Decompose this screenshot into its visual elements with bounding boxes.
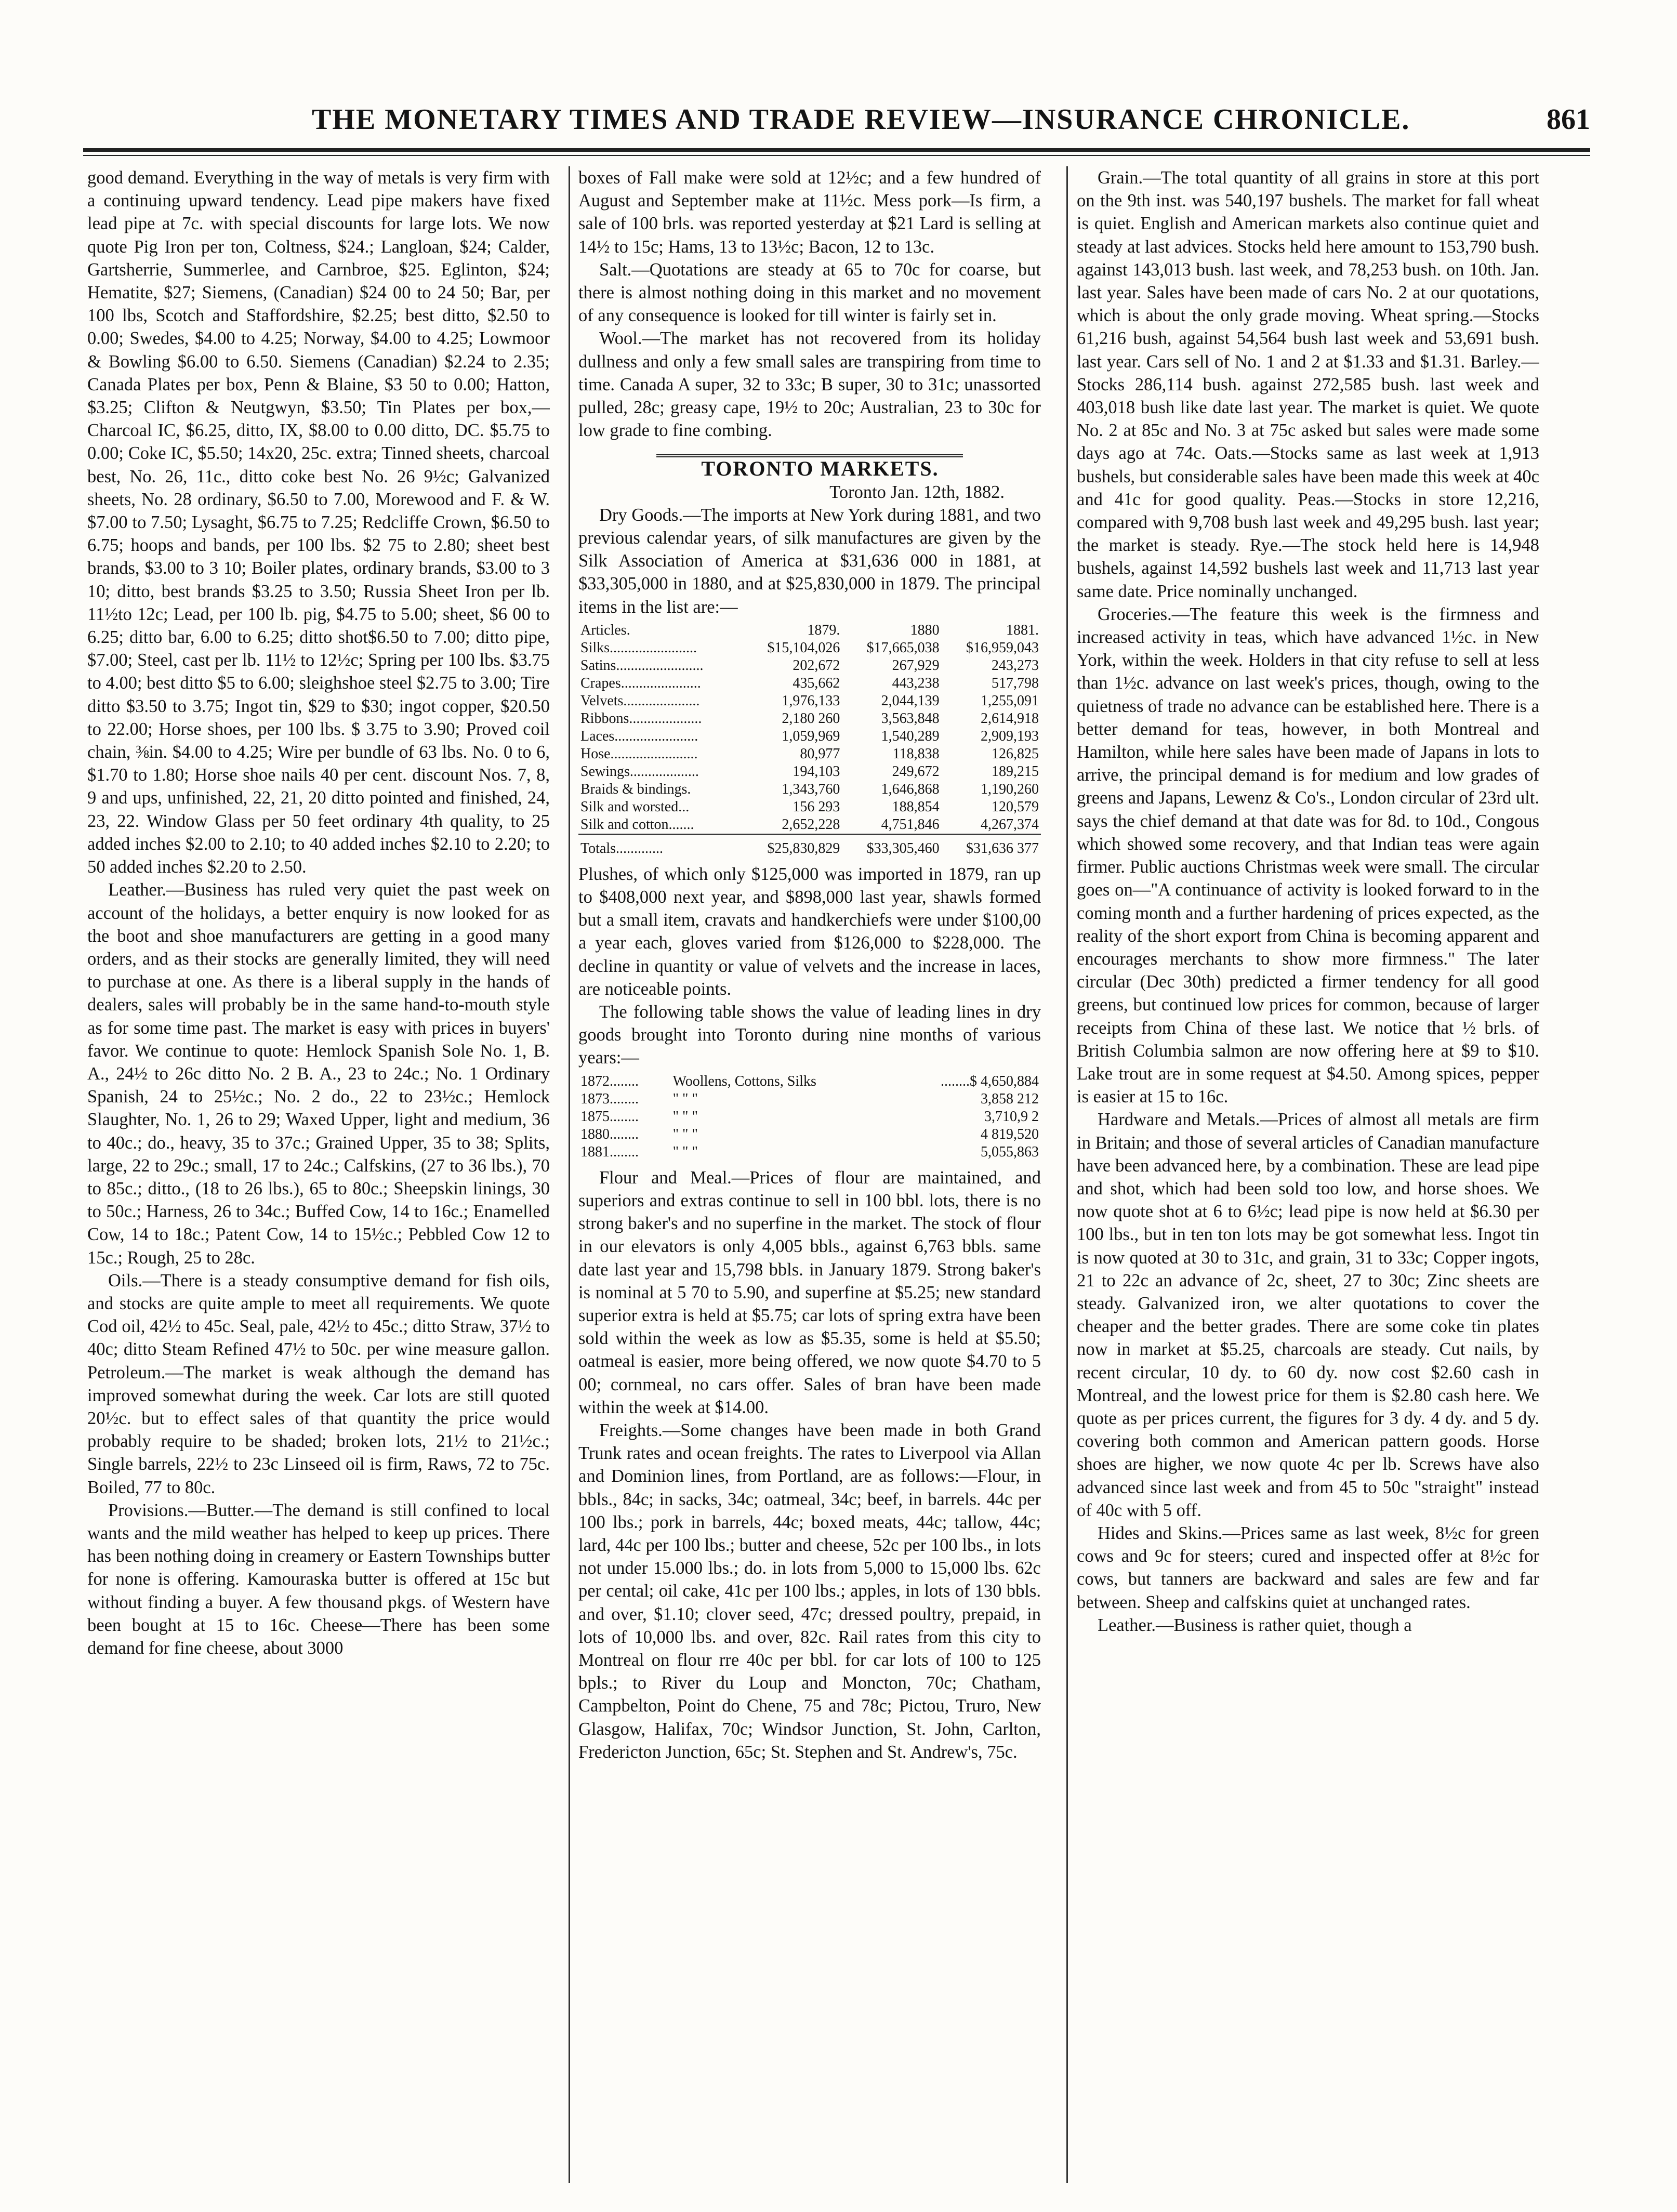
table-cell: 243,273	[992, 657, 1039, 674]
table-cell: $25,830,829	[743, 834, 842, 858]
table-cell: 2,614,918	[981, 710, 1039, 727]
flour-paragraph: Flour and Meal.—Prices of flour are maintained, and superiors and extras continue to sell in 100 bbl. lots, there is no strong baker's and no superfine in the market. The stock of flour in our elevators is only 4,005 bbls., against 6,763 bbls. same date last year and 15,798 bbls. in January 1879. Strong baker's is nominal at 5 70 to 5.90, and superfine at $5.25; new standard superior extra is held at $5.75; car lots of spring extra have been sold within the week as low as $5.35, some is held at $5.50; oatmeal is easier, more being offered, we now quote $4.70 to 5 00; cornmeal, no cars offer. Sales of bran have been made within the week at $14.00.	[578, 1167, 1041, 1417]
grain-paragraph: Grain.—The total quantity of all grains in store at this port on the 9th inst. was 540,197 bushels. The market for fall wheat is quiet. English and American markets also continue quiet and steady at last advices. Stocks held here amount to 153,790 bush. against 143,013 bush. last week, and 78,253 bush. on 10th. Jan. last year. Sales have been made of cars No. 2 at our quotations, which is about the only grade moving. Wheat spring.—Stocks 61,216 bush, against 54,564 bush last week and 53,691 bush. last year. Cars sell of No. 1 and 2 at $1.33 and $1.31. Barley.—Stocks 286,114 bush. against 272,585 bush. last week and 403,018 bush like date last year. The market is quiet. We quote No. 2 at 85c and No. 3 at 75c asked but sales were made some days ago at 74c. Oats.—Stocks same as last week at 1,913 bushels, but considerable sales have been made this week at 40c and 41c for good quality. Peas.—Stocks in store 12,216, compared with 9,708 bush last week and 49,295 bush. last year; the market is steady. Rye.—The stock held here is 14,948 bushels, against 14,592 bushels last week and 11,713 last year same date. Price nominally unchanged.	[1077, 168, 1539, 601]
table-cell: 188,854	[892, 798, 940, 815]
table-cell: 1,255,091	[981, 692, 1039, 709]
table-cell: 1873........	[580, 1090, 639, 1107]
hides-paragraph: Hides and Skins.—Prices same as last week, 8½c for green cows and 9c for steers; cured and inspected offer at 8½c for cows, but tanners are backward and sales are few and far between. Sheep and calfskins quiet at unchanged rates.	[1077, 1523, 1539, 1612]
toronto-dateline: Toronto Jan. 12th, 1882.	[829, 482, 1005, 502]
table-cell: 2,180 260	[782, 710, 840, 727]
freights-paragraph: Freights.—Some changes have been made in both Grand Trunk rates and ocean freights. The rates to Liverpool via Allan and Dominion lines, from Portland, are as follows:—Flour, in bbls., 84c; in sacks, 34c; oatmeal, 34c; beef, in barrels. 44c per 100 lbs.; pork in barrels, 44c; boxed meats, 44c; tallow, 44c; lard, 44c per 100 lbs.; butter and cheese, 52c per 100 lbs., in lots not under 15.000 lbs.; do. in lots from 5,000 to 15,000 lbs. 62c per cental; oil cake, 41c per 100 lbs.; apples, in lots of 130 bbls. and over, $1.10; clover seed, 47c; dressed poultry, prepaid, in lots of 10,000 lbs. and over, 82c. Rail rates from this city to Montreal on flour rre 40c per bbl. for car lots of 100 to 125 bpls.; to River du Loup and Moncton, 70c; Chatham, Campbelton, Point do Chene, 75 and 78c; Pictou, Truro, New Glasgow, Halifax, 70c; Windsor Junction, St. John, Carlton, Fredericton Junction, 65c; St. Stephen and St. Andrew's, 75c.	[578, 1420, 1041, 1762]
table-cell: 249,672	[892, 763, 940, 780]
table-row	[578, 728, 1041, 745]
toronto-markets-heading: TORONTO MARKETS.	[701, 457, 939, 481]
table-cell: 126,825	[992, 745, 1039, 762]
table-cell: Silk and cotton.......	[580, 816, 694, 833]
woollens-intro-paragraph: The following table shows the value of leading lines in dry goods brought into Toronto during nine months of various years:—	[578, 1002, 1041, 1068]
hardware-paragraph: Hardware and Metals.—Prices of almost all metals are firm in Britain; and those of several articles of Canadian manufacture have been advanced here, by a combination. These are lead pipe and shot, which had been sold too low, and horse shoes. We now quote shot at 6 to 6½c; lead pipe is now held at $6.30 per 100 lbs., but in ten ton lots may be got somewhat less. Ingot tin is now quoted at 30 to 31c, and grain, 31 to 33c; Copper ingots, 21 to 22c an advance of 2c, sheet, 27 to 30c; Zinc sheets are steady. Galvanized iron, we alter quotations to cover the cheaper and the better grades. There are some coke tin plates now in market at $5.25, charcoals are steady. Cut nails, by recent circular, 10 dy. to 60 dy. now cost $2.60 cash in Montreal, and the lowest price for them is $2.80 cash here. We quote as per prices current, the figures for 3 dy. 4 dy. and 5 dy. covering both common and American pattern goods. Horse shoes are higher, we now quote 4c per lb. Screws have also advanced since last week and from 45 to 50c "straight" instead of 40c with 5 off.	[1077, 1110, 1539, 1520]
oils-paragraph: Oils.—There is a steady consumptive demand for fish oils, and stocks are quite ample to meet all requirements. We quote Cod oil, 42½ to 45c. Seal, pale, 42½ to 45c.; ditto Straw, 37½ to 40c; ditto Steam Refined 47½ to 50c. per wine measure gallon. Petroleum.—The market is weak although the demand has improved somewhat during the week. Car lots are still quoted 20½c. but to effect sales of that quantity the price would probably require to be shaded; broken lots, 21½ to 21½c.; Single barrels, 22½ to 23c Linseed oil is firm, Raws, 72 to 75c. Boiled, 77 to 80c.	[87, 1270, 550, 1497]
table-cell: 2,044,139	[881, 692, 940, 709]
table-cell: 1,059,969	[782, 728, 840, 744]
table-header-cell: 1880	[910, 622, 940, 638]
page-header	[83, 103, 1590, 144]
table-cell: 1,343,760	[782, 781, 840, 797]
table-cell: 156 293	[793, 798, 840, 815]
table-row	[578, 675, 1041, 692]
table-header-cell: 1881.	[1006, 622, 1039, 638]
table-cell: 4,751,846	[881, 816, 940, 833]
table-cell: 194,103	[793, 763, 840, 780]
table-cell: 80,977	[800, 745, 840, 762]
column-divider	[569, 166, 570, 2183]
table-cell: $16,959,043	[966, 639, 1039, 656]
table-cell: " " "	[672, 1143, 698, 1160]
table-row	[578, 1073, 1041, 1090]
table-header-cell: 1879.	[807, 622, 840, 638]
masthead-title: THE MONETARY TIMES AND TRADE REVIEW—INSURANCE CHRONICLE.	[312, 103, 1410, 136]
table-row	[578, 745, 1041, 763]
table-row	[578, 1090, 1041, 1108]
salt-paragraph: Salt.—Quotations are steady at 65 to 70c for coarse, but there is almost nothing doing in this market and no movement of any consequence is looked for till winter is fairly set in.	[578, 259, 1041, 326]
table-cell: 435,662	[793, 675, 840, 691]
table-cell: 4 819,520	[981, 1126, 1039, 1142]
column-divider	[1066, 166, 1068, 2183]
table-cell: 118,838	[892, 745, 940, 762]
table-row	[578, 639, 1041, 657]
column-3	[1077, 166, 1539, 2183]
table-row	[578, 710, 1041, 728]
woollens-table-body	[578, 1073, 1041, 1161]
table-total-row	[578, 834, 1041, 858]
silk-imports-table	[578, 622, 1041, 858]
leather-paragraph: Leather.—Business is rather quiet, though a	[1098, 1615, 1412, 1635]
provisions-paragraph: Provisions.—Butter.—The demand is still confined to local wants and the mild weather has helped to keep up prices. There has been nothing doing in creamery or Eastern Townships butter for none is offering. Kamouraska butter is offered at 15c but without finding a buyer. A few thousand pkgs. of Western have been bought at 15 to 16c. Cheese—There has been some demand for fine cheese, about 3000	[87, 1500, 550, 1658]
table-row	[578, 798, 1041, 816]
table-cell: Crapes......................	[580, 675, 701, 691]
table-cell: $33,305,460	[842, 834, 941, 858]
dry-goods-paragraph: Dry Goods.—The imports at New York during 1881, and two previous calendar years, of silk manufactures are given by the Silk Association of America at $31,636 000 in 1881, at $33,305,000 in 1880, and at $25,830,000 in 1879. The principal items in the list are:—	[578, 505, 1041, 617]
table-cell: 3,858 212	[981, 1090, 1039, 1107]
table-cell: Sewings...................	[580, 763, 699, 780]
table-row	[578, 781, 1041, 798]
table-cell: $31,636 377	[942, 834, 1041, 858]
table-cell: 120,579	[992, 798, 1039, 815]
column-2	[578, 166, 1041, 2183]
header-rule-thin	[83, 155, 1590, 156]
table-cell: 2,652,228	[782, 816, 840, 833]
table-cell: 4,267,374	[981, 816, 1039, 833]
silk-table-body	[578, 639, 1041, 834]
table-cell: Velvets.....................	[580, 692, 700, 709]
table-cell: Hose........................	[580, 745, 698, 762]
table-cell: Totals.............	[578, 834, 743, 858]
table-cell: 1,540,289	[881, 728, 940, 744]
table-row	[578, 1126, 1041, 1143]
table-header-cell: Articles.	[580, 622, 630, 638]
table-cell: 3,563,848	[881, 710, 940, 727]
table-cell: Silk and worsted...	[580, 798, 690, 815]
table-cell: 1,646,868	[881, 781, 940, 797]
wool-paragraph: Wool.—The market has not recovered from its holiday dullness and only a few small sales are transpiring from time to time. Canada A super, 32 to 33c; B super, 30 to 31c; unassorted pulled, 28c; greasy cape, 19½ to 20c; Australian, 23 to 30c for low grade to fine combing.	[578, 328, 1041, 441]
table-header-row	[578, 622, 1041, 639]
table-row	[578, 1108, 1041, 1126]
table-cell: ........$ 4,650,884	[941, 1073, 1039, 1089]
table-cell: 1872........	[580, 1073, 639, 1089]
table-row	[578, 816, 1041, 834]
table-cell: 1,190,260	[981, 781, 1039, 797]
table-row	[578, 692, 1041, 710]
table-cell: 517,798	[992, 675, 1039, 691]
dry-goods-continued-paragraph: Plushes, of which only $125,000 was imported in 1879, ran up to $408,000 next year, and $898,000 last year, shawls formed but a small item, cravats and handkerchiefs were under $100,00 a year each, gloves varied from $126,000 to $228,000. The decline in quantity or value of velvets and the increase in laces, are noticeable points.	[578, 864, 1041, 999]
table-row	[578, 1143, 1041, 1161]
table-cell: Silks........................	[580, 639, 697, 656]
table-cell: 202,672	[793, 657, 840, 674]
table-cell: 1875........	[580, 1108, 639, 1125]
table-cell: " " "	[672, 1126, 698, 1142]
table-cell: " " "	[672, 1090, 698, 1107]
table-row	[578, 763, 1041, 781]
table-cell: 267,929	[892, 657, 940, 674]
groceries-paragraph: Groceries.—The feature this week is the firmness and increased activity in teas, which have advanced 1½c. in New York, within the week. Holders in that city refuse to sell at less than 1½c. advance on last week's prices, though, owing to the quietness of trade no advance can be established here. There is a better demand for teas, however, in both Montreal and Hamilton, while here sales have been made of Japans in lots to arrive, the principal demand is for medium and low grades of greens and Japans, Lewenz & Co's., London circular of 23rd ult. says the chief demand at that date was for 8d. to 10d., Congous which showed some recovery, and that Indian teas were again firmer. Public auctions Christmas week were small. The circular goes on—"A continuance of activity is looked forward to in the coming month and a further hardening of prices expected, as the reality of the short export from China is becoming apparent and encourages merchants to show more firmness." The later circular (Dec 30th) predicted a firmer tendency for all good greens, but continued low prices for common, because of larger receipts from China of these last. We notice that ½ brls. of British Columbia salmon are now offering here at $9 to $10. Lake trout are in some request at $4.50. Among spices, pepper is easier at 15 to 16c.	[1077, 604, 1539, 1107]
metals-paragraph: good demand. Everything in the way of metals is very firm with a continuing upward tendency. Lead pipe makers have fixed lead pipe at 7c. with special discounts for large lots. We now quote Pig Iron per ton, Coltness, $24.; Langloan, $24; Calder, Gartsherrie, Summerlee, and Carnbroe, $25. Eglinton, $24; Hematite, $27; Siemens, (Canadian) $24 00 to 24 50; Bar, per 100 lbs, Scotch and Staffordshire, $2.25; best ditto, $2.50 to 0.00; Swedes, $4.00 to 4.25; Norway, $4.00 to 4.25; Lowmoor & Bowling $6.00 to 6.50. Siemens (Canadian) $2.24 to 2.35; Canada Plates per box, Penn & Blaine, $3 50 to 0.00; Hatton, $3.25; Clifton & Neutgwyn, $3.50; Tin Plates per box,—Charcoal IC, $6.25, ditto, IX, $8.00 to 0.00 ditto, DC. $5.75 to 0.00; Coke IC, $5.50; 14x20, 25c. extra; Tinned sheets, charcoal best, No. 26, 11c., ditto coke best No. 26 9½c; Galvanized sheets, No. 28 ordinary, $6.50 to 7.00, Morewood and F. & W. $7.00 to 7.50; Lysaght, $6.75 to 7.25; Redcliffe Crown, $6.50 to 6.75; hoops and bands, per 100 lbs. $2 75 to 2.80; sheet best brands, $3.00 to 3 10; Boiler plates, ordinary brands, $3.00 to 3 10; ditto, best brands $3.25 to 3.50; Russia Sheet Iron per lb. 11½to 12c; Lead, per 100 lb. pig, $4.75 to 5.00; sheet, $6 00 to 6.25; ditto bar, 6.00 to 6.25; ditto shot$6.50 to 7.00; ditto pipe, $7.00; Steel, cast per lb. 11½ to 12½c; Spring per 100 lbs. $3.75 to 4.00; best ditto $5 to 6.00; sleighshoe steel $2.75 to 3.00; Tire ditto $3.50 to 3.75; Ingot tin, $29 to $30; ingot copper, $20.50 to 22.00; Horse shoes, per 100 lbs. $ 3.75 to 3.90; Proved coil chain, ⅜in. $4.00 to 4.25; Wire per bundle of 63 lbs. No. 0 to 6, $1.70 to 1.80; Horse shoe nails 40 per cent. discount Nos. 7, 8, 9 and ups, unfinished, 22, 21, 20 ditto pointed and finished, 24, 23, 22. Window Glass per 50 feet ordinary 4th quality, to 25 added inches $2.00 to 2.10; to 40 added inches $2.10 to 2.20; to 50 added inches $2.20 to 2.50.	[87, 168, 550, 877]
table-cell: 1,976,133	[782, 692, 840, 709]
table-cell: " " "	[672, 1108, 698, 1125]
table-cell: 2,909,193	[981, 728, 1039, 744]
page-number: 861	[1547, 103, 1590, 136]
column-1	[87, 166, 550, 2183]
table-cell: Satins........................	[580, 657, 704, 674]
table-cell: Woollens, Cottons, Silks	[672, 1073, 816, 1089]
table-cell: 5,055,863	[981, 1143, 1039, 1160]
leather-paragraph: Leather.—Business has ruled very quiet the past week on account of the holidays, a better enquiry is now looked for as the boot and shoe manufacturers are getting in a good many orders, and as their stocks are generally limited, they will need to purchase at one. As there is a liberal supply in the hands of dealers, sales will probably be in the same hand-to-mouth style as for some time past. The market is easy with prices in buyers' favor. We continue to quote: Hemlock Spanish Sole No. 1, B. A., 24½ to 26c ditto No. 2 B. A., 23 to 24c.; No. 1 Ordinary Spanish, 24 to 25½c.; No. 2 do., 22 to 23½c.; Hemlock Slaughter, No. 1, 26 to 29; Waxed Upper, light and medium, 36 to 40c.; do., heavy, 35 to 37c.; Grained Upper, 35 to 38; Splits, large, 22 to 29c.; small, 17 to 24c.; Calfskins, (27 to 36 lbs.), 70 to 85c.; ditto., (18 to 26 lbs.), 65 to 80c.; Sheepskin linings, 30 to 50c.; Harness, 26 to 34c.; Buffed Cow, 14 to 16c.; Enamelled Cow, 14 to 18c.; Patent Cow, 14 to 15½c.; Pebbled Cow 12 to 15c.; Rough, 25 to 28c.	[87, 880, 550, 1268]
table-cell: 1880........	[580, 1126, 639, 1142]
table-cell: Ribbons....................	[580, 710, 702, 727]
table-cell: $17,665,038	[866, 639, 940, 656]
header-rule	[83, 148, 1590, 152]
table-cell: 1881........	[580, 1143, 639, 1160]
table-cell: 3,710,9 2	[984, 1108, 1039, 1125]
table-cell: Laces.......................	[580, 728, 698, 744]
woollens-table	[578, 1073, 1041, 1161]
table-cell: 189,215	[992, 763, 1039, 780]
table-cell: $15,104,026	[767, 639, 840, 656]
table-cell: 443,238	[892, 675, 940, 691]
provisions-continued-paragraph: boxes of Fall make were sold at 12½c; and a few hundred of August and September make at 11½c. Mess pork—Is firm, a sale of 100 brls. was reported yesterday at $21 Lard is selling at 14½ to 15c; Hams, 13 to 13½c; Bacon, 12 to 13c.	[578, 168, 1041, 257]
table-cell: Braids & bindings.	[580, 781, 691, 797]
table-row	[578, 657, 1041, 675]
